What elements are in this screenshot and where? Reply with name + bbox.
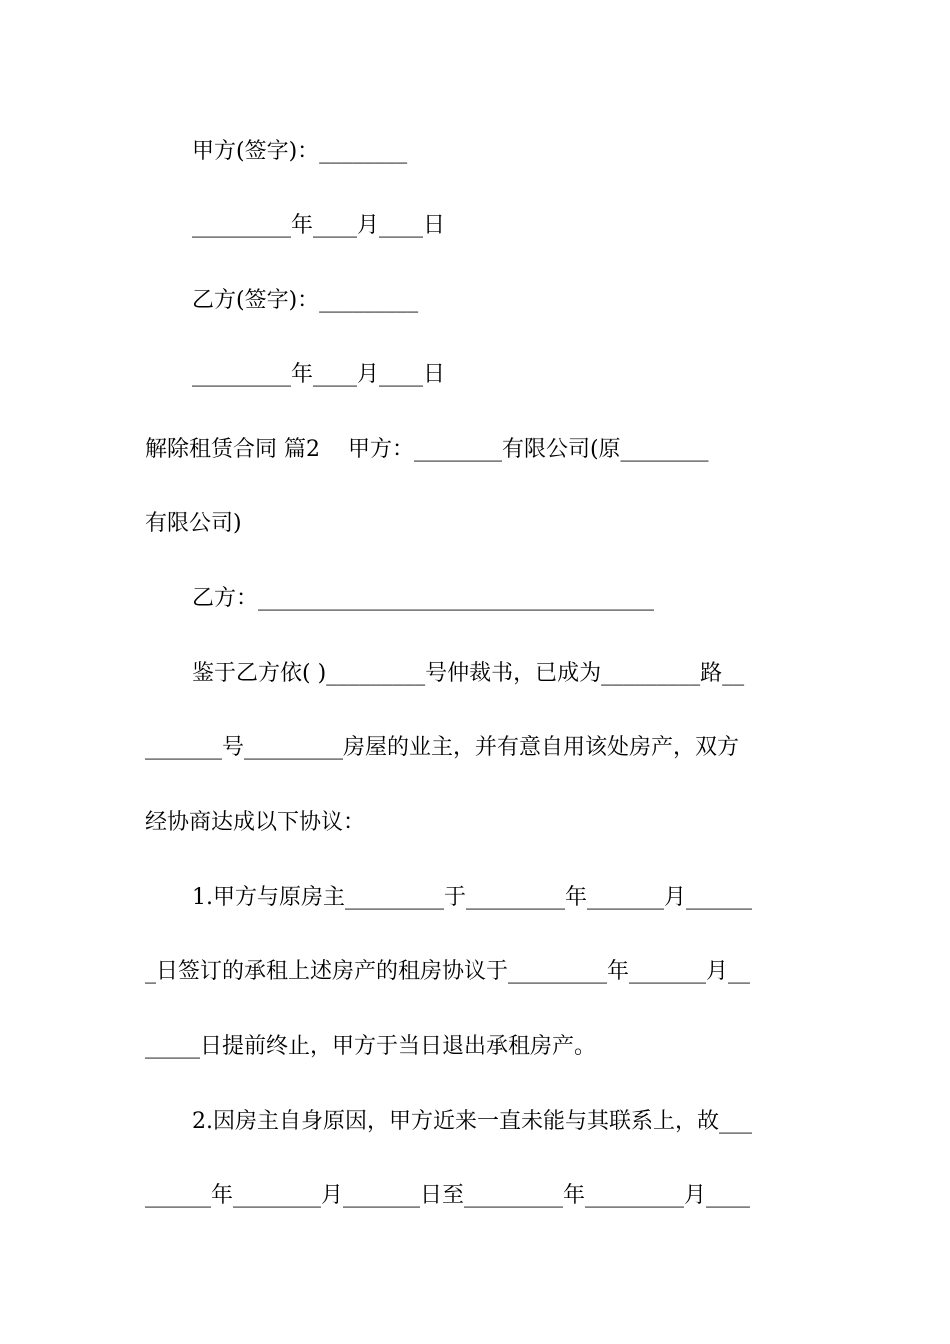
party-a-signature-line: 甲方(签字)：________ [192,139,408,164]
clause-2-line-2: ______年________月_______日至_________年_________月____ [145,1183,751,1208]
clause-1-line-3: _____日提前终止，甲方于当日退出承租房产。 [145,1034,597,1059]
party-a-date-line: _________年____月____日 [192,213,446,238]
clause-1-line-2: _日签订的承租上述房产的租房协议于_________年_______月__ [145,959,751,984]
clause-2-line-1: 2.因房主自身原因，甲方近来一直未能与其联系上，故___ [192,1109,752,1134]
party-a-company-continuation: 有限公司) [145,511,242,536]
preamble-line-1: 鉴于乙方依( )_________号仲裁书，已成为_________路__ [192,661,745,686]
contract-2-heading-line: 解除租赁合同 篇2 甲方：________有限公司(原________ [145,437,709,462]
party-b-date-line: _________年____月____日 [192,362,446,387]
preamble-line-2: _______号_________房屋的业主，并有意自用该处房产，双方 [145,735,740,760]
party-b-signature-line: 乙方(签字)：_________ [192,288,419,313]
clause-1-line-1: 1.甲方与原房主_________于_________年_______月______ [192,885,752,910]
party-b-line: 乙方：____________________________________ [192,586,655,611]
preamble-line-3: 经协商达成以下协议： [145,810,366,835]
